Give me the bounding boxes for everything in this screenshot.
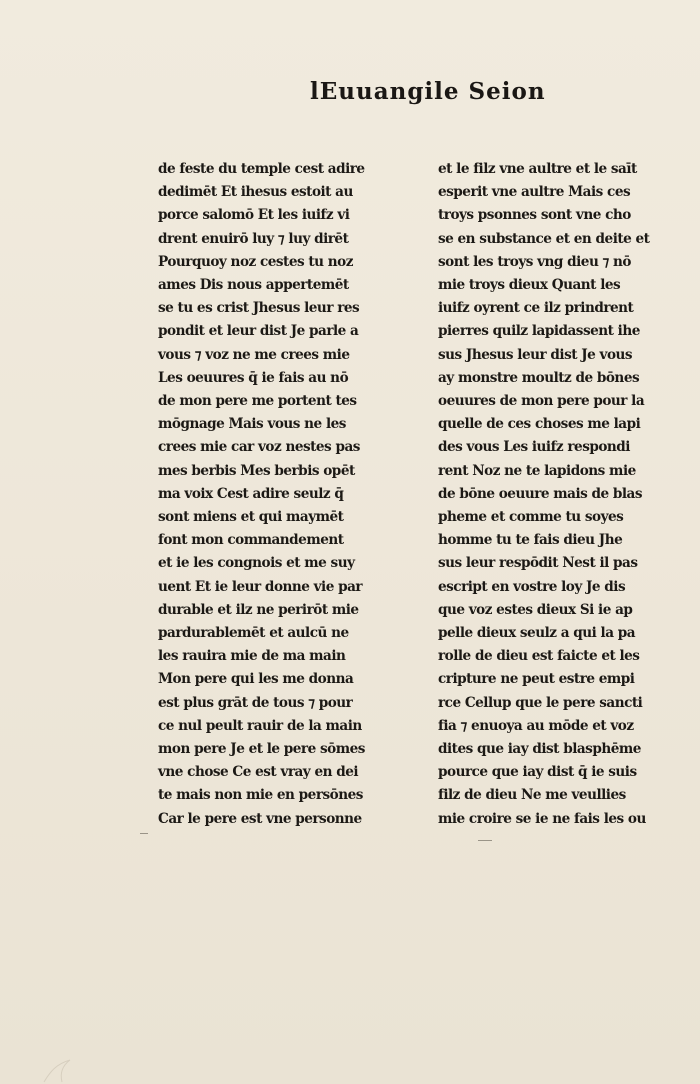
text-line: quelle de ces choses me lapi: [438, 416, 641, 433]
text-line: troys psonnes sont vne cho: [438, 207, 631, 224]
text-line: uent Et ie leur donne vie par: [158, 578, 363, 595]
text-line: de mon pere me portent tes: [158, 393, 357, 410]
text-line: pardurablemēt et aulcū ne: [158, 625, 349, 642]
text-line: ma voix Cest adire seulz q̄: [158, 485, 344, 502]
text-line: mōgnage Mais vous ne les: [158, 416, 346, 433]
text-line: Les oeuures q̄ ie fais au nō: [158, 369, 349, 386]
text-line: que voz estes dieux Si ie ap: [438, 601, 633, 618]
text-line: filz de dieu Ne me veullies: [438, 787, 626, 804]
text-line: des vous Les iuifz respondi: [438, 439, 630, 456]
text-line: de feste du temple cest adire: [158, 161, 365, 177]
text-line: rent Noz ne te lapidons mie: [438, 462, 636, 479]
text-line: mes berbis Mes berbis opēt: [158, 462, 355, 479]
text-line: est plus grāt de tous ⁊ pour: [158, 694, 353, 711]
margin-mark: [140, 833, 148, 834]
text-line: sont miens et qui maymēt: [158, 509, 344, 526]
text-line: se en substance et en deite et: [438, 230, 650, 247]
text-line: dites que iay dist blasphēme: [438, 741, 641, 758]
running-head: lEuuangile Seion: [310, 78, 546, 105]
right-text-column: [438, 158, 673, 831]
text-line: font mon commandement: [158, 532, 344, 549]
text-line: ay monstre moultz de bōnes: [438, 369, 640, 386]
text-line: pheme et comme tu soyes: [438, 509, 624, 526]
text-line: ames Dis nous appertemēt: [158, 277, 349, 294]
text-line: vne chose Ce est vray en dei: [158, 764, 359, 781]
text-line: pelle dieux seulz a qui la pa: [438, 625, 636, 642]
text-line: cripture ne peut estre empi: [438, 671, 635, 688]
text-line: drent enuirō luy ⁊ luy dirēt: [158, 230, 349, 247]
text-line: iuifz oyrent ce ilz prindrent: [438, 300, 634, 317]
text-line: se tu es crist Jhesus leur res: [158, 300, 360, 317]
text-line: crees mie car voz nestes pas: [158, 439, 360, 456]
text-line: pource que iay dist q̄ ie suis: [438, 764, 637, 781]
text-line: durable et ilz ne perirōt mie: [158, 601, 359, 618]
text-line: et ie les congnois et me suy: [158, 555, 355, 572]
text-line: pondit et leur dist Je parle a: [158, 323, 359, 340]
text-line: porce salomō Et les iuifz vi: [158, 207, 350, 224]
text-line: fia ⁊ enuoya au mōde et voz: [438, 717, 634, 734]
text-line: Car le pere est vne personne: [158, 810, 362, 827]
text-line: rce Cellup que le pere sancti: [438, 694, 643, 711]
text-line: pierres quilz lapidassent ihe: [438, 323, 640, 340]
text-line: mie troys dieux Quant les: [438, 277, 621, 294]
text-line: te mais non mie en persōnes: [158, 787, 363, 804]
text-line: sus leur respōdit Nest il pas: [438, 555, 638, 572]
text-line: dedimēt Et ihesus estoit au: [158, 184, 353, 201]
text-line: les rauira mie de ma main: [158, 648, 346, 665]
text-line: de bōne oeuure mais de blas: [438, 485, 643, 502]
text-line: mon pere Je et le pere sōmes: [158, 741, 365, 758]
text-line: homme tu te fais dieu Jhe: [438, 532, 623, 549]
left-text-column: [158, 158, 398, 831]
text-line: ce nul peult rauir de la main: [158, 717, 362, 734]
text-line: oeuures de mon pere pour la: [438, 393, 645, 410]
text-line: et le filz vne aultre et le saīt: [438, 161, 637, 177]
text-line: Mon pere qui les me donna: [158, 671, 354, 688]
text-line: Pourquoy noz cestes tu noz: [158, 253, 353, 270]
text-line: escript en vostre loy Je dis: [438, 578, 626, 595]
text-line: rolle de dieu est faicte et les: [438, 648, 640, 665]
margin-mark: [478, 840, 492, 841]
page-corner-curl: [40, 1050, 80, 1084]
text-line: mie croire se ie ne fais les ou: [438, 810, 646, 827]
text-line: sus Jhesus leur dist Je vous: [438, 346, 633, 363]
text-line: vous ⁊ voz ne me crees mie: [158, 346, 350, 363]
text-line: sont les troys vng dieu ⁊ nō: [438, 253, 631, 270]
text-line: esperit vne aultre Mais ces: [438, 184, 631, 201]
